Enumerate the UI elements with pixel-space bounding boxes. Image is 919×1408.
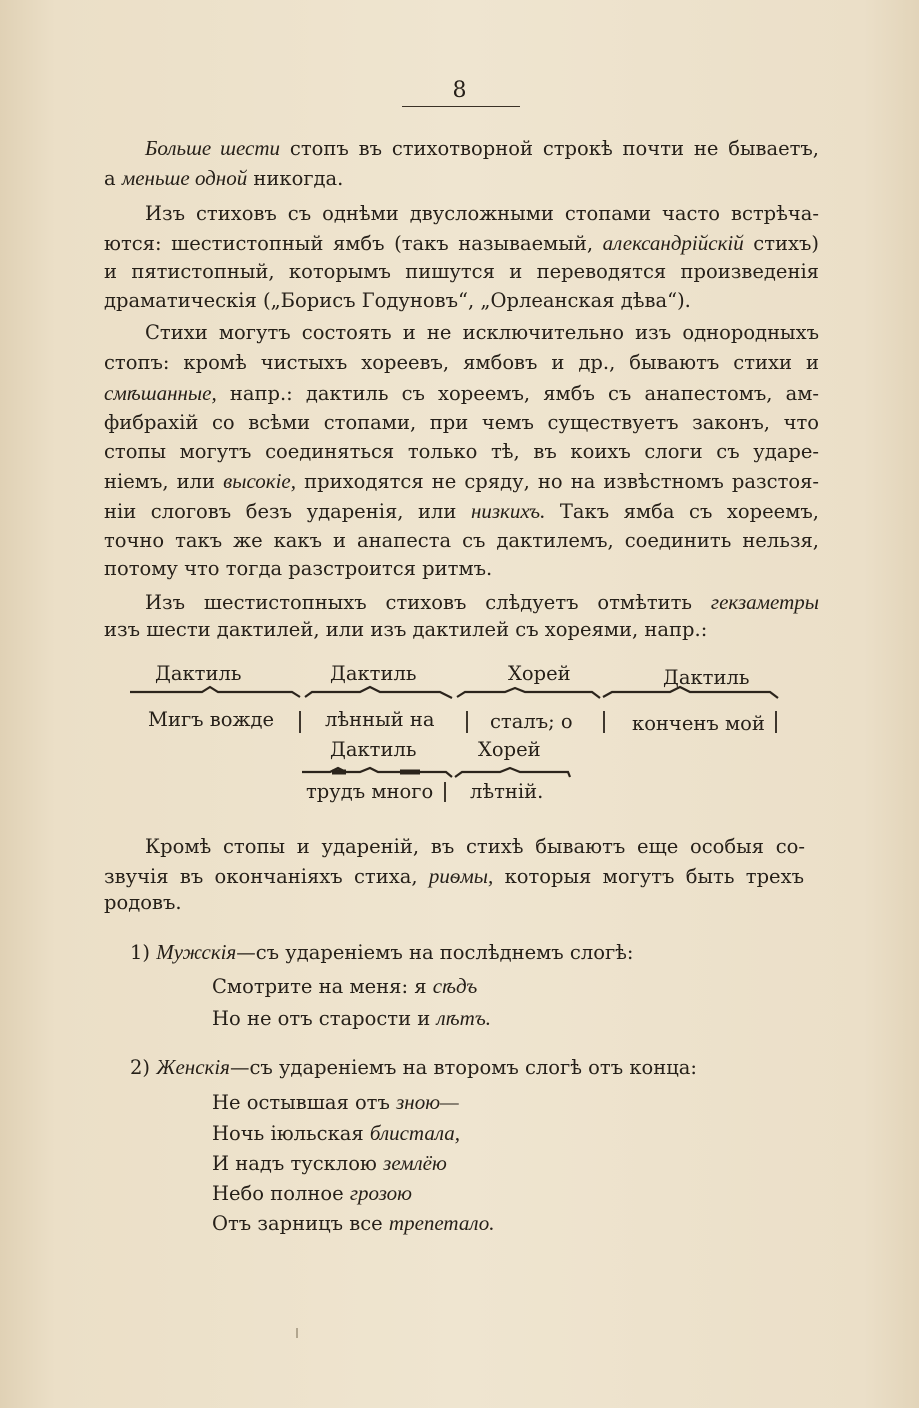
para3-line1: Стихи могутъ состоять и не исключительно изъ однородныхъ bbox=[145, 321, 819, 344]
para4-line2: изъ шести дактилей, или изъ дактилей съ хореями, напр.: bbox=[104, 618, 708, 641]
scheme-words-4: конченъ мой bbox=[632, 712, 765, 735]
scheme-words-6: лѣтній. bbox=[470, 780, 544, 803]
text: ніемъ, или bbox=[104, 470, 224, 493]
italic-phrase: риѳмы, bbox=[428, 864, 494, 888]
para3-line5: стопы могутъ соединяться только тѣ, въ коихъ слоги съ ударе- bbox=[104, 440, 819, 463]
item-description: —съ удареніемъ на второмъ слогѣ отъ конца: bbox=[229, 1056, 697, 1079]
bracket-choree-1 bbox=[457, 688, 600, 698]
rhyme-term: Мужскія bbox=[156, 940, 237, 964]
italic-phrase: смѣшанные, bbox=[104, 381, 217, 405]
text: приходятся не сряду, но на извѣстномъ разстоя- bbox=[296, 470, 819, 493]
rhyme-word: землёю bbox=[383, 1151, 447, 1175]
text: стихъ) bbox=[743, 232, 819, 255]
rhyme-word: сѣдъ bbox=[432, 974, 478, 998]
foot-label-dactyl-3: Дактиль bbox=[663, 666, 750, 689]
text: Изъ шестистопныхъ стиховъ слѣдуетъ отмѣтить bbox=[145, 591, 711, 614]
italic-phrase: низкихъ. bbox=[470, 499, 546, 523]
italic-phrase: высокіе, bbox=[223, 469, 297, 493]
text: напр.: дактиль съ хореемъ, ямбъ съ анапестомъ, ам- bbox=[216, 382, 819, 405]
rhyme-word: блистала, bbox=[369, 1121, 461, 1145]
text: ніи слоговъ безъ ударенія, или bbox=[104, 500, 471, 523]
verse-line bbox=[212, 1151, 447, 1176]
scheme-words-3: сталъ; о bbox=[490, 710, 573, 733]
text: стопъ въ стихотворной строкѣ почти не бываетъ, bbox=[280, 137, 820, 160]
verse-line bbox=[212, 1006, 491, 1031]
rhyme-word: лѣтъ. bbox=[436, 1006, 491, 1030]
bracket-dactyl-1 bbox=[130, 687, 300, 697]
text: ются: шестистопный ямбъ (такъ называемый, bbox=[104, 232, 603, 255]
bracket-dactyl-4 bbox=[302, 768, 452, 777]
italic-phrase: гекзаметры bbox=[710, 590, 819, 614]
rhyme-item-2 bbox=[130, 1055, 697, 1080]
para3-line8: точно такъ же какъ и анапеста съ дактилемъ, соединить нельзя, bbox=[104, 529, 819, 552]
para5-line3: родовъ. bbox=[104, 891, 182, 914]
italic-phrase: меньше одной bbox=[121, 166, 248, 190]
bracket-choree-2 bbox=[455, 768, 570, 777]
scheme-words-2: лѣнный на bbox=[325, 708, 435, 731]
text: И надъ тусклою bbox=[212, 1152, 384, 1175]
foot-label-choree-1: Хорей bbox=[508, 662, 571, 685]
para2-line1: Изъ стиховъ съ однѣми двусложными стопами часто встрѣча- bbox=[145, 202, 819, 225]
verse-line bbox=[212, 1181, 412, 1206]
rhyme-item-1 bbox=[130, 940, 634, 965]
verse-line bbox=[212, 1211, 495, 1236]
verse-line bbox=[212, 1121, 460, 1146]
para5-line1: Кромѣ стопы и удареній, въ стихѣ бываютъ еще особыя со- bbox=[145, 835, 805, 858]
page-number: 8 bbox=[452, 78, 468, 103]
text: Отъ зарницъ все bbox=[212, 1212, 389, 1235]
para2-line4: драматическія („Борисъ Годуновъ“, „Орлеанская дѣва“). bbox=[104, 289, 691, 312]
text: Такъ ямба съ хореемъ, bbox=[545, 500, 819, 523]
bracket-dactyl-2 bbox=[305, 687, 452, 698]
foot-label-dactyl-1: Дактиль bbox=[155, 662, 242, 685]
rhyme-word: зною— bbox=[396, 1090, 459, 1114]
text: а bbox=[104, 167, 122, 190]
rhyme-term: Женскія bbox=[156, 1055, 230, 1079]
text: Смотрите на меня: я bbox=[212, 975, 433, 998]
italic-phrase: александрійскій bbox=[602, 231, 744, 255]
scheme-words-1: Мигъ вожде bbox=[148, 708, 274, 731]
verse-line bbox=[212, 974, 477, 999]
scheme-words-5: трудъ много bbox=[306, 780, 434, 803]
text: Небо полное bbox=[212, 1182, 350, 1205]
foot-label-dactyl-4: Дактиль bbox=[330, 738, 417, 761]
italic-phrase: Больше шести bbox=[145, 136, 281, 160]
para3-line4: фибрахій со всѣми стопами, при чемъ существуетъ законъ, что bbox=[104, 411, 819, 434]
text: звучія въ окончаніяхъ стиха, bbox=[104, 865, 429, 888]
paper-speck bbox=[296, 1328, 298, 1338]
item-description: —съ удареніемъ на послѣднемъ слогѣ: bbox=[236, 941, 634, 964]
text: которыя могутъ быть трехъ bbox=[493, 865, 804, 888]
para3-line9: потому что тогда разстроится ритмъ. bbox=[104, 557, 493, 580]
rhyme-word: грозою bbox=[349, 1181, 412, 1205]
para5-line2 bbox=[104, 863, 804, 890]
para3-line2: стопъ: кромѣ чистыхъ хореевъ, ямбовъ и др., бываютъ стихи и bbox=[104, 351, 819, 374]
text: Ночь іюльская bbox=[212, 1122, 370, 1145]
item-number: 1) bbox=[130, 941, 151, 964]
text: никогда. bbox=[247, 167, 344, 190]
text: Но не отъ старости и bbox=[212, 1007, 437, 1030]
rhyme-word: трепетало. bbox=[388, 1211, 495, 1235]
para2-line3: и пятистопный, которымъ пишутся и переводятся произведенія bbox=[104, 260, 819, 283]
verse-line bbox=[212, 1090, 459, 1115]
foot-label-dactyl-2: Дактиль bbox=[330, 662, 417, 685]
item-number: 2) bbox=[130, 1056, 151, 1079]
foot-label-choree-2: Хорей bbox=[478, 738, 541, 761]
text: Не остывшая отъ bbox=[212, 1091, 397, 1114]
